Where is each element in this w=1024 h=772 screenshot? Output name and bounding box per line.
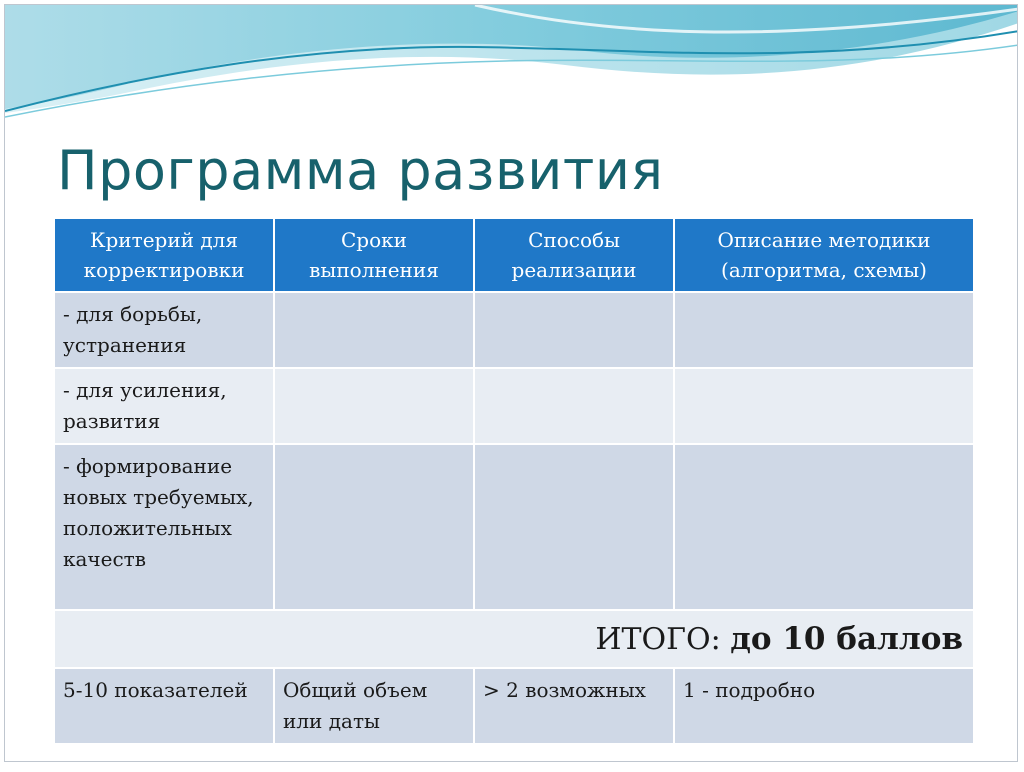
table-cell	[274, 444, 474, 610]
header-deadlines: Сроки выполнения	[274, 218, 474, 292]
table-row	[54, 444, 974, 610]
table-header-row	[54, 218, 974, 292]
total-row	[54, 610, 974, 668]
slide	[4, 4, 1018, 762]
header-description: Описание методики (алгоритма, схемы)	[674, 218, 974, 292]
total-label: ИТОГО:	[595, 621, 731, 657]
total-value: до 10 баллов	[730, 620, 963, 657]
table-cell	[674, 444, 974, 610]
decorative-wave-banner	[5, 5, 1018, 125]
table-row	[54, 368, 974, 444]
table-cell	[474, 292, 674, 368]
table-cell	[674, 368, 974, 444]
table-cell	[274, 368, 474, 444]
table-cell	[274, 292, 474, 368]
table-row	[54, 668, 974, 744]
table-cell: - для борьбы, устранения	[54, 292, 274, 368]
table-cell	[474, 368, 674, 444]
table-cell: 1 - подробно	[674, 668, 974, 744]
header-criterion: Критерий для корректировки	[54, 218, 274, 292]
header-methods: Способы реализации	[474, 218, 674, 292]
total-cell	[54, 610, 974, 668]
table-cell: - формирование новых требуемых, положительных качеств	[54, 444, 274, 610]
table-cell: 5-10 показателей	[54, 668, 274, 744]
table-cell	[674, 292, 974, 368]
table-row	[54, 292, 974, 368]
page-title: Программа развития	[57, 139, 664, 202]
table-cell: > 2 возможных	[474, 668, 674, 744]
table-cell	[474, 444, 674, 610]
table-cell: - для усиления, развития	[54, 368, 274, 444]
table-cell: Общий объем или даты	[274, 668, 474, 744]
development-program-table	[53, 217, 975, 745]
